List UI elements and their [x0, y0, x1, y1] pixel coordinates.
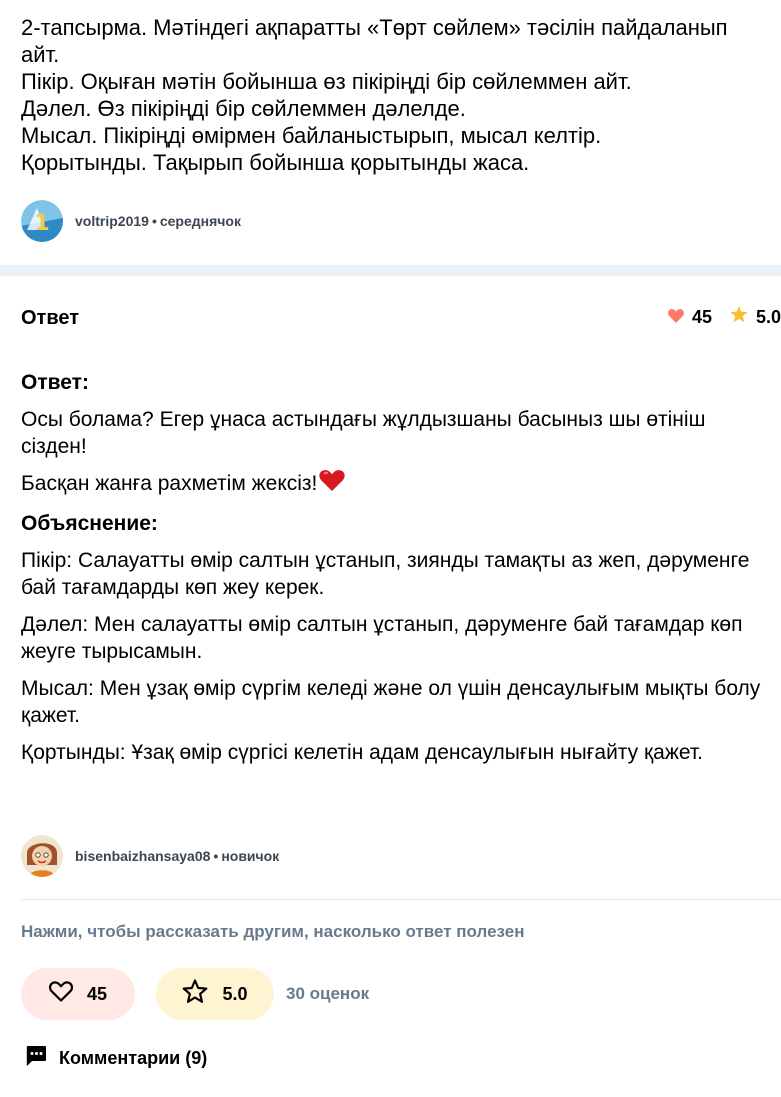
heart-outline-icon	[49, 981, 87, 1007]
section-divider	[0, 265, 781, 276]
question-line: Қорытынды. Тақырып бойынша қорытынды жаса.	[21, 150, 530, 175]
author-info: bisenbaizhansaya08 • новичок	[75, 848, 280, 864]
answer-heading: Ответ:	[21, 371, 89, 394]
rating-stat	[730, 306, 781, 328]
author-info: voltrip2019 • середнячок	[75, 213, 241, 229]
answer-paragraph: Осы болама? Егер ұнаса астындағы жұлдызшаны басыныз шы өтініш сізден!	[21, 408, 706, 458]
question-line: Мысал. Пікіріңді өмірмен байланыстырып, мысал келтір.	[21, 123, 602, 148]
answer-body	[21, 368, 761, 776]
author-name[interactable]: bisenbaizhansaya08	[75, 848, 211, 864]
star-icon	[730, 306, 756, 328]
explanation-paragraph: Мысал: Мен ұзақ өмір сүргім келеді және ол үшін денсаулығым мықты болу қажет.	[21, 677, 761, 727]
divider	[21, 899, 781, 900]
answer-paragraph	[21, 470, 761, 499]
author-rank: новичок	[221, 848, 280, 864]
comment-icon	[25, 1045, 59, 1072]
answer-paragraph-text: Басқан жанға рахметім жексіз!	[21, 472, 318, 496]
answer-title: Ответ	[21, 307, 80, 329]
heart-icon	[668, 307, 692, 328]
explanation-paragraph: Қортынды: Ұзақ өмір сүргісі келетін адам денсаулығын нығайту қажет.	[21, 741, 704, 764]
question-line: Пікір. Оқыған мәтін бойынша өз пікіріңді бір сөйлеммен айт.	[21, 69, 632, 94]
rating-value: 5.0	[222, 983, 248, 1004]
answer-stats	[668, 306, 781, 328]
avatar[interactable]	[21, 200, 63, 242]
explanation-heading: Объяснение:	[21, 512, 158, 535]
comments-label: Комментарии (9)	[59, 1048, 208, 1068]
question-line: Дәлел. Өз пікіріңді бір сөйлеммен дәлелде.	[21, 96, 466, 121]
comments-button[interactable]	[25, 1045, 207, 1072]
likes-count: 45	[691, 306, 712, 327]
thanks-count: 45	[86, 983, 108, 1004]
rate-prompt: Нажми, чтобы рассказать другим, насколько ответ полезен	[21, 922, 525, 941]
answer-header	[21, 304, 781, 334]
question-line: 2-тапсырма. Мәтіндегі ақпаратты «Төрт сөйлем» тәсілін пайдаланып	[21, 15, 728, 40]
explanation-paragraph: Дәлел: Мен салауатты өмір салтын ұстанып, дәруменге бай тағамдар көп жеуге тырысамын.	[21, 613, 743, 663]
thanks-button[interactable]	[21, 968, 135, 1020]
svg-text:1: 1	[34, 211, 50, 236]
likes-stat	[668, 307, 712, 328]
author-rank: середнячок	[159, 213, 241, 229]
red-heart-emoji	[319, 470, 345, 499]
star-outline-icon	[182, 979, 222, 1009]
rating-value: 5.0	[755, 306, 781, 327]
answer-author[interactable]	[21, 835, 279, 877]
explanation-paragraph: Пікір: Салауатты өмір салтын ұстанып, зиянды тамақты аз жеп, дәруменге бай тағамдарды көп жеу керек.	[21, 549, 750, 599]
author-name[interactable]: voltrip2019	[75, 213, 149, 229]
question-line: айт.	[21, 42, 60, 67]
rating-count: 30 оценок	[286, 984, 370, 1003]
avatar[interactable]	[21, 835, 63, 877]
question-author[interactable]	[21, 200, 241, 242]
question-text	[21, 14, 776, 176]
feedback-actions	[21, 968, 369, 1020]
rate-button[interactable]	[156, 968, 274, 1020]
